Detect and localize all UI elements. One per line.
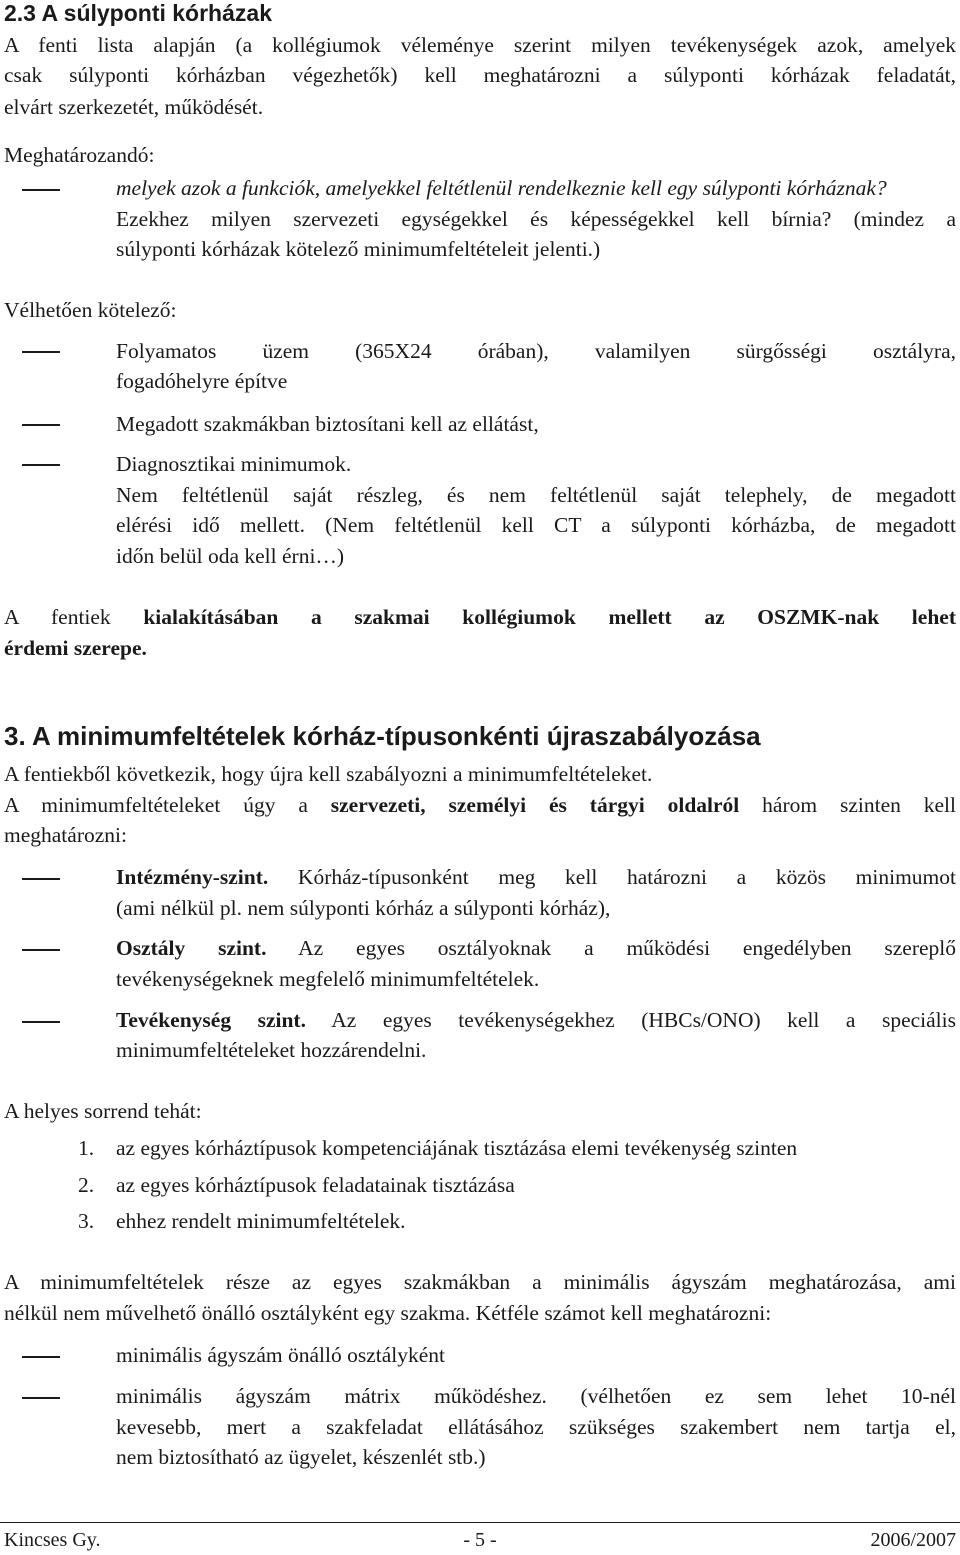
dash-bullet [22,189,60,191]
meghatarozando-item-line-2: Ezekhez milyen szervezeti egységekkel és képességekkel kell bírnia? (mindez a [116,207,956,231]
level-1-line-1 [116,862,956,892]
chapter-paragraph-2-line-2: meghatározni: [4,823,127,847]
level-3-bold: Tevékenység szint. [116,1008,306,1032]
level-2-rest: Az egyes osztályoknak a működési engedélyben szereplő [266,936,956,960]
dash-bullet [22,464,60,466]
velhetoen-item-3-line-3: elérési idő mellett. (Nem feltétlenül kell CT a súlyponti kórházba, de megadott [116,513,956,537]
agyszam-item-2-line-3: nem biztosítható az ügyelet, készenlét stb.) [116,1445,486,1469]
level-1-bold: Intézmény-szint. [116,865,269,889]
level-1-line-2: (ami nélkül pl. nem súlyponti kórház a súlyponti kórház), [116,896,611,920]
intro-line-1: A fenti lista alapján (a kollégiumok véleménye szerint milyen tevékenységek azok, amelyek [4,33,956,57]
agyszam-paragraph-line-1: A minimumfeltételek része az egyes szakmákban a minimális ágyszám meghatározása, ami [4,1270,956,1294]
section-title: 2.3 A súlyponti kórházak [4,0,272,26]
dash-bullet [22,1356,60,1358]
agyszam-paragraph-line-2: nélkül nem művelhető önálló osztályként egy szakma. Kétféle számot kell meghatározni: [4,1301,772,1325]
dash-bullet [22,1397,60,1399]
level-1-rest: Kórház-típusonként meg kell határozni a közös minimumot [268,865,956,889]
velhetoen-item-1-line-2: fogadóhelyre építve [116,369,288,393]
dash-bullet [22,351,60,353]
level-2-bold: Osztály szint. [116,936,267,960]
order-number-1: 1. [78,1136,95,1160]
velhetoen-item-2: Megadott szakmákban biztosítani kell az ellátást, [116,412,539,436]
velhetoen-item-3-line-1: Diagnosztikai minimumok. [116,452,352,476]
velhetoen-item-3-line-2: Nem feltétlenül saját részleg, és nem feltétlenül saját telephely, de megadott [116,483,956,507]
order-label: A helyes sorrend tehát: [4,1099,202,1123]
agyszam-item-2-line-1: minimális ágyszám mátrix működéshez. (vélhetően ez sem lehet 10-nél [116,1384,956,1408]
order-item-1: az egyes kórháztípusok kompetenciájának tisztázása elemi tevékenység szinten [116,1136,798,1160]
oszmk-line-2: érdemi szerepe. [4,636,147,660]
order-item-2: az egyes kórháztípusok feladatainak tisztázása [116,1173,515,1197]
level-2-line-1 [116,933,956,963]
oszmk-normal: A fentiek [4,605,144,629]
order-number-2: 2. [78,1173,95,1197]
velhetoen-item-3-line-4: időn belül oda kell érni…) [116,544,345,568]
meghatarozando-label: Meghatározandó: [4,143,155,167]
ch-p2-bold: szervezeti, személyi és tárgyi oldalról [330,793,740,817]
intro-line-2: csak súlyponti kórházban végezhetők) kell meghatározni a súlyponti kórházak feladatát, [4,63,956,87]
meghatarozando-item-italic: melyek azok a funkciók, amelyekkel feltétlenül rendelkeznie kell egy súlyponti kórháznak? [116,176,887,200]
footer-author: Kincses Gy. [4,1529,101,1551]
meghatarozando-item-line-3: súlyponti kórházak kötelező minimumfeltételeit jelenti.) [116,237,601,261]
level-3-line-2: minimumfeltételeket hozzárendelni. [116,1038,427,1062]
agyszam-item-1: minimális ágyszám önálló osztályként [116,1343,445,1367]
footer-page-number: - 5 - [463,1529,497,1551]
chapter-paragraph-2-line-1 [4,790,956,820]
dash-bullet [22,1021,60,1023]
ch-p2-text-a: A minimumfeltételeket úgy a [4,793,331,817]
dash-bullet [22,949,60,951]
dash-bullet [22,878,60,880]
agyszam-item-2-line-2: kevesebb, mert a szakfeladat ellátásához szükséges szakembert nem tartja el, [116,1415,956,1439]
order-item-3: ehhez rendelt minimumfeltételek. [116,1209,406,1233]
footer-year: 2006/2007 [870,1529,956,1551]
level-2-line-2: tevékenységeknek megfelelő minimumfeltételek. [116,967,540,991]
order-number-3: 3. [78,1209,95,1233]
footer-divider [0,1522,960,1523]
chapter-title: 3. A minimumfeltételek kórház-típusonkénti újraszabályozása [4,721,761,751]
dash-bullet [22,424,60,426]
intro-line-3: elvárt szerkezetét, működését. [4,95,264,119]
oszmk-bold-1: kialakításában a szakmai kollégiumok mellett az OSZMK-nak lehet [143,605,956,629]
oszmk-line-1 [4,602,956,632]
velhetoen-item-1-line-1: Folyamatos üzem (365X24 órában), valamilyen sürgősségi osztályra, [116,339,956,363]
chapter-paragraph-1: A fentiekből következik, hogy újra kell szabályozni a minimumfeltételeket. [4,762,653,786]
level-3-rest: Az egyes tevékenységekhez (HBCs/ONO) kell a speciális [305,1008,956,1032]
level-3-line-1 [116,1005,956,1035]
velhetoen-label: Vélhetően kötelező: [4,298,177,322]
ch-p2-text-b: három szinten kell [739,793,956,817]
